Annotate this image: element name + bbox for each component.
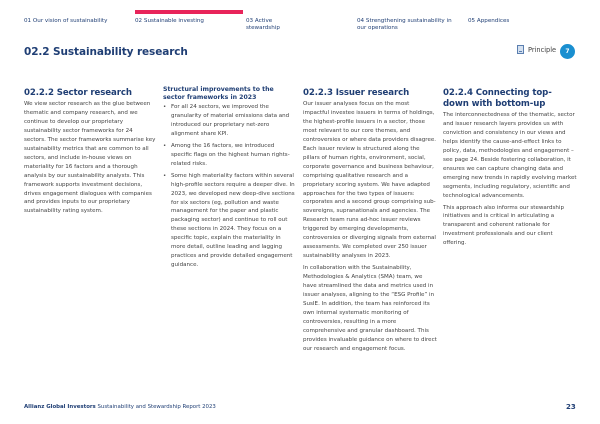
nav-item-strengthening-sustainability[interactable]: 04 Strengthening sustainability in our operations	[357, 18, 452, 32]
list-item: • Among the 16 factors, we introduced specific flags on the highest human rights-related risks.	[163, 142, 296, 169]
section-navigation	[0, 0, 600, 40]
document-icon	[517, 45, 524, 54]
connecting-paragraph: The interconnectedness of the thematic, sector and issuer research layers provides us with conviction and consistency in our views and helps identify the cause-and-effect links to policy, data, methodologies and engagement – see page 24. Beside fostering collaboration, it ensures we can capture changing data and emerging new trends in rapidly evolving market segments, including regulatory, scientific and technological advancements.	[443, 112, 577, 199]
nav-item-sustainable-investing[interactable]: 02 Sustainable investing	[135, 18, 225, 25]
structural-improvements-heading: Structural improvements to the sector frameworks in 2023	[163, 86, 274, 101]
improvements-list	[163, 103, 296, 270]
page-title: 02.2 Sustainability research	[24, 46, 188, 58]
footer	[24, 404, 216, 410]
issuer-research-heading: 02.2.3 Issuer research	[303, 88, 410, 98]
sector-research-column	[24, 88, 156, 219]
page-number: 23	[566, 403, 576, 411]
sector-research-body: We view sector research as the glue between thematic and company research, and we continue to develop our proprietary sustainability sector frameworks for 24 sectors. The sector frameworks summarise key sustainability metrics that are common to all sectors, and include in-house views on materiality for 16 factors and a thorough analysis by our sustainability analysts. This framework supports investment decisions, drives engagement dialogues with companies and provides inputs to our proprietary sustainability rating system.	[24, 101, 156, 215]
nav-item-active-stewardship[interactable]: 03 Active stewardship	[246, 18, 280, 32]
issuer-research-paragraph: In collaboration with the Sustainability, Methodologies & Analytics (SMA) team, we have streamlined the data and metrics used in issuer analyses, aligning to the “ESG Profile” in SusIE. In addition, the team has reinforced its own internal systematic monitoring of controversies, resulting in a more comprehensive and granular dashboard. This provides invaluable guidance on where to direct our research and engagement focus.	[303, 265, 437, 352]
list-item: • For all 24 sectors, we improved the granularity of material emissions data and introduced our proprietary net-zero alignment share KPI.	[163, 103, 296, 139]
list-item: • Some high materiality factors within several high-profile sectors require a deeper dive. In 2023, we developed new deep-dive sections for six sectors (eg, pollution and waste management for the paper and plastic packaging sector) and continue to roll out these sections in 2024. They focus on a specific topic, explain the materiality in more detail, outline leading and lagging practices and provide detailed engagement guidance.	[163, 172, 296, 270]
issuer-research-column	[303, 88, 437, 357]
principle-number-badge[interactable]: 7	[560, 44, 575, 59]
footer-brand: Allianz Global Investors	[24, 404, 96, 410]
principle-label: Principle	[528, 45, 557, 54]
footer-report-title: Sustainability and Stewardship Report 2023	[97, 404, 216, 410]
connecting-heading: 02.2.4 Connecting top-down with bottom-up	[443, 88, 552, 109]
sector-research-heading: 02.2.2 Sector research	[24, 88, 132, 98]
principle-link[interactable]	[517, 45, 556, 54]
nav-item-appendices[interactable]: 05 Appendices	[468, 18, 510, 24]
issuer-research-paragraph: Our issuer analyses focus on the most impactful investee issuers in terms of holdings, the highest-profile issuers in a sector, those most relevant to our core themes, and controversies or where data providers disagree. Each issuer review is structured along the pillars of human rights, environment, social, corporate governance and business behaviour, comprising qualitative research and a proprietary scoring system. We have adapted approaches for the two types of issuers: corporates and a second group comprising sub-sovereigns, supranationals and agencies. The Research team runs ad-hoc issuer reviews triggered by emerging developments, controversies or diverging signals from external assessments. We completed over 250 issuer sustainability analyses in 2023.	[303, 101, 437, 260]
nav-item-our-vision[interactable]: 01 Our vision of sustainability	[24, 18, 108, 24]
connecting-column	[443, 88, 577, 251]
connecting-paragraph: This approach also informs our stewardship initiatives and is critical in articulating a transparent and coherent rationale for investment professionals and our client offering.	[443, 204, 564, 247]
structural-improvements-column	[163, 86, 296, 273]
